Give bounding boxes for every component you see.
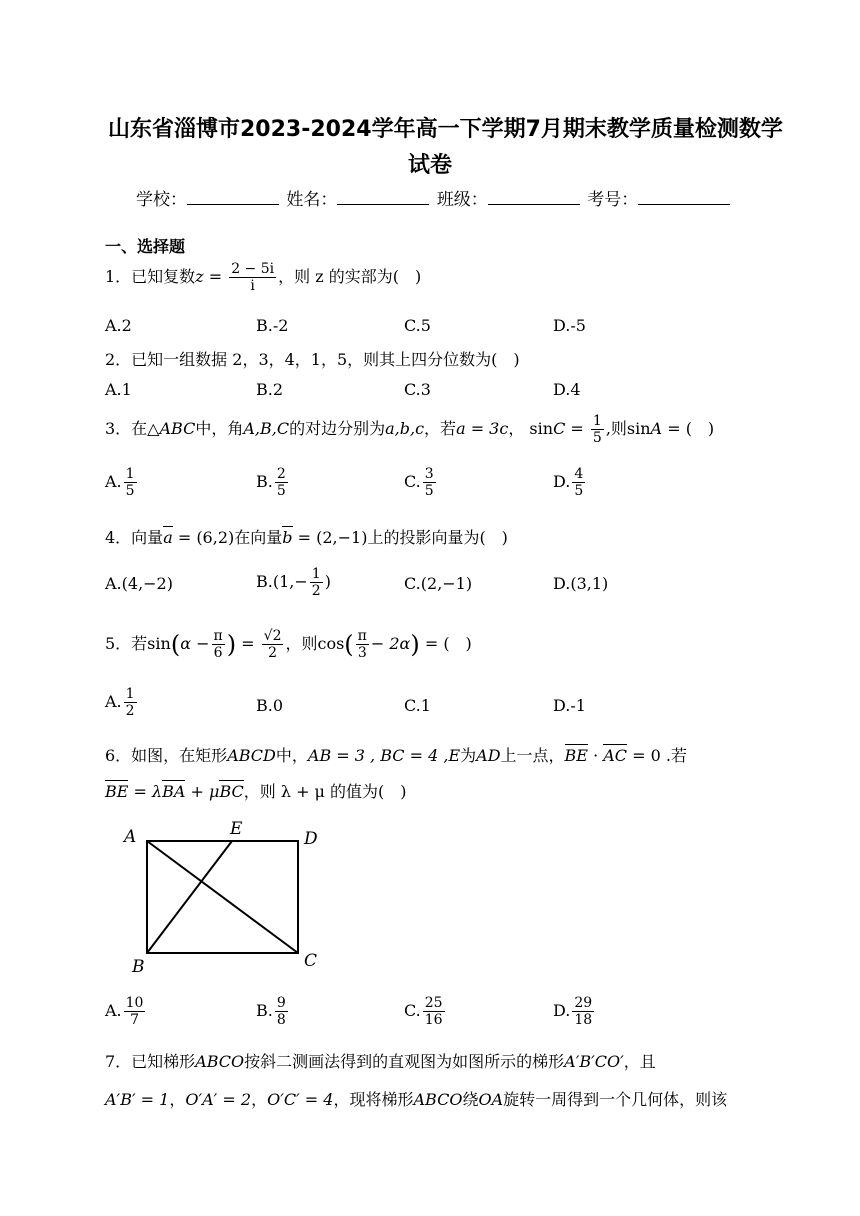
q3-c-num: 3 <box>424 466 434 482</box>
question-1 <box>105 261 421 294</box>
q7-oa: O′A′ = 2 <box>185 1090 252 1109</box>
q3-option-a <box>105 466 139 499</box>
q6-ad: AD <box>476 746 501 765</box>
q3-c-frac <box>423 466 436 499</box>
q3-b-num: 2 <box>276 466 286 482</box>
q5-t1: 5．若sin <box>105 634 171 653</box>
segment-be <box>147 841 232 953</box>
q4-vec-a: a <box>163 528 173 547</box>
q6-option-d <box>553 995 596 1028</box>
q6-t1: 6．如图，在矩形 <box>105 746 228 765</box>
q2-option-d: D.4 <box>553 380 581 399</box>
q7-s2: ， <box>251 1090 268 1109</box>
q5-a-frac <box>124 686 137 719</box>
label-d: D <box>304 829 318 849</box>
q6-t6: = 0 .若 <box>627 746 687 765</box>
q3-a-label: A. <box>105 472 122 491</box>
q4-option-b <box>256 566 331 599</box>
q3-b-den: 5 <box>276 483 286 499</box>
q1-den: i <box>250 278 255 294</box>
question-3 <box>105 413 714 446</box>
label-a: A <box>124 827 137 847</box>
class-label: 班级： <box>436 190 488 210</box>
q3-c-den: 5 <box>424 483 434 499</box>
q5-arg2-post: − 2α <box>370 634 411 653</box>
rectangle-figure <box>118 812 338 982</box>
q3-eq: = <box>565 419 589 438</box>
q4-t2: 在向量 <box>234 528 283 547</box>
page-title-line1: 山东省淄博市2023-2024学年高一下学期7月期末教学质量检测数学 <box>108 117 783 142</box>
q3-c: C <box>553 419 566 438</box>
q5-arg1-den: 6 <box>213 645 223 661</box>
q6-a-den: 7 <box>130 1012 140 1028</box>
q6-b-num: 9 <box>276 995 286 1011</box>
q4-b-label: B. <box>256 572 273 591</box>
q6-a-label: A. <box>105 1001 122 1020</box>
q5-option-b: B.0 <box>256 696 284 715</box>
q6-option-a <box>105 995 147 1028</box>
q5-lparen1: ( <box>170 630 181 659</box>
section-heading: 一、选择题 <box>105 237 186 256</box>
q6-a-frac <box>124 995 146 1028</box>
q3-a-num: 1 <box>125 466 135 482</box>
q7-t6: 旋转一周得到一个几何体，则该 <box>503 1090 728 1109</box>
label-b: B <box>132 957 145 977</box>
name-blank <box>337 190 429 205</box>
q7-ab: A′B′ = 1 <box>105 1090 170 1109</box>
q4-d-label: D. <box>553 574 571 593</box>
question-7-line1 <box>105 1049 656 1072</box>
q4-vec-b: b <box>282 528 293 547</box>
q1-suffix: ，则 z 的实部为( ) <box>278 267 422 286</box>
q3-fraction <box>591 413 604 446</box>
q3-t7: = ( ) <box>662 419 715 438</box>
q3-option-b <box>256 466 290 499</box>
q4-t1: 4．向量 <box>105 528 164 547</box>
q5-arg2-frac <box>356 628 369 661</box>
q3-t1: 3．在△ <box>105 419 160 438</box>
q3-sides: a,b,c <box>385 419 425 438</box>
q1-option-a: A.2 <box>105 316 132 335</box>
q3-a-frac <box>124 466 137 499</box>
q3-t2: 中，角 <box>195 419 244 438</box>
q3-b-label: B. <box>256 472 273 491</box>
class-blank <box>488 190 580 205</box>
q4-c-value: (2,−1) <box>420 574 473 593</box>
q6-t4: 为 <box>460 746 477 765</box>
label-e: E <box>230 819 243 839</box>
diagonal-ac <box>147 841 298 953</box>
q3-d-label: D. <box>553 472 571 491</box>
q3-a-den: 5 <box>125 483 135 499</box>
school-blank <box>187 190 279 205</box>
q5-lparen2: ( <box>344 630 354 659</box>
q2-option-c: C.3 <box>404 380 431 399</box>
q7-abco: ABCO <box>195 1052 245 1071</box>
q6-b-den: 8 <box>276 1012 286 1028</box>
q3-option-c <box>404 466 438 499</box>
q4-b-frac <box>310 566 323 599</box>
q3-d-num: 4 <box>574 466 584 482</box>
q4-b-den: 2 <box>311 583 321 599</box>
q1-var: z <box>195 267 204 286</box>
q6-c-den: 16 <box>424 1012 443 1028</box>
q4-a-value: (4,−2) <box>121 574 173 593</box>
q7-t3: ，且 <box>623 1052 656 1071</box>
q1-num: 2 − 5i <box>231 261 275 277</box>
q5-option-a <box>105 686 139 719</box>
q3-angles: A,B,C <box>243 419 290 438</box>
question-7-line2 <box>105 1087 727 1110</box>
q4-c-label: C. <box>404 574 421 593</box>
student-info-row <box>136 185 732 210</box>
question-2: 2．已知一组数据 2，3，4，1，5，则其上四分位数为( ) <box>105 350 520 369</box>
q6-plus: + μ <box>185 782 220 801</box>
q5-option-d: D.-1 <box>553 696 586 715</box>
q6-t3: AB = 3 , BC = 4 ,E <box>307 746 461 765</box>
q3-d-den: 5 <box>574 483 584 499</box>
q6-a-num: 10 <box>125 995 144 1011</box>
q2-option-a: A.1 <box>105 380 132 399</box>
q5-a-num: 1 <box>125 686 135 702</box>
q3-t4: ，若 <box>424 419 457 438</box>
q3-cond: a = 3c <box>456 419 509 438</box>
q6-d-label: D. <box>553 1001 571 1020</box>
q5-eq-num: √2 <box>263 628 282 644</box>
q6-d-num: 29 <box>574 995 593 1011</box>
question-6-line1 <box>105 743 687 766</box>
q4-t3: 上的投影向量为( ) <box>367 528 508 547</box>
q6-c-label: C. <box>404 1001 421 1020</box>
q7-t1: 7．已知梯形 <box>105 1052 196 1071</box>
q6-eq: = λ <box>128 782 163 801</box>
page-title-line2: 试卷 <box>408 153 453 178</box>
q4-d-value: (3,1) <box>570 574 609 593</box>
q3-num: 1 <box>592 413 602 429</box>
q6-t5: 上一点， <box>500 746 565 765</box>
q4-b-num: 1 <box>311 566 321 582</box>
q3-t5: ， sin <box>508 419 554 438</box>
q6-c-num: 25 <box>424 995 443 1011</box>
q5-a-den: 2 <box>125 703 135 719</box>
q4-option-c <box>404 574 472 593</box>
q3-t6: ,则sin <box>605 419 651 438</box>
q5-rparen2: ) <box>410 630 420 659</box>
q7-t5: 绕 <box>462 1090 479 1109</box>
q1-option-b: B.-2 <box>256 316 289 335</box>
q5-eq-frac <box>262 628 284 661</box>
q5-arg2-num: π <box>357 628 367 644</box>
q3-t3: 的对边分别为 <box>289 419 386 438</box>
q6-b-frac <box>275 995 288 1028</box>
q3-c-label: C. <box>404 472 421 491</box>
q6-b-label: B. <box>256 1001 273 1020</box>
q1-fraction <box>229 261 276 294</box>
q6-d-den: 18 <box>574 1012 593 1028</box>
label-c: C <box>304 951 318 971</box>
q3-b-frac <box>275 466 288 499</box>
q7-s1: ， <box>169 1090 186 1109</box>
q6-d-frac <box>572 995 594 1028</box>
q6-vec-ba: BA <box>162 782 186 801</box>
q5-t2: ，则cos <box>285 634 345 653</box>
q4-a-val: = (6,2) <box>172 528 235 547</box>
q1-prefix: 1．已知复数 <box>105 267 196 286</box>
number-label: 考号： <box>587 190 639 210</box>
q6-abcd: ABCD <box>227 746 276 765</box>
q4-b-post: ) <box>324 572 331 591</box>
q5-t3: = ( ) <box>419 634 472 653</box>
q3-a: A <box>650 419 663 438</box>
school-label: 学校： <box>136 190 187 210</box>
q6-vec-be2: BE <box>105 782 129 801</box>
q1-option-c: C.5 <box>404 316 431 335</box>
q6-vec-be: BE <box>564 746 588 765</box>
q7-t4: ，现将梯形 <box>333 1090 414 1109</box>
number-blank <box>638 190 730 205</box>
q5-a-label: A. <box>105 692 122 711</box>
question-4 <box>105 525 508 548</box>
q5-arg1-num: π <box>213 628 223 644</box>
q5-option-c: C.1 <box>404 696 431 715</box>
q5-rparen1: ) <box>226 630 237 659</box>
q1-option-d: D.-5 <box>553 316 586 335</box>
q6-c-frac <box>423 995 445 1028</box>
q2-option-b: B.2 <box>256 380 284 399</box>
q3-den: 5 <box>592 430 602 446</box>
q3-option-d <box>553 466 587 499</box>
q6-option-b <box>256 995 290 1028</box>
q4-b-val: = (2,−1) <box>292 528 368 547</box>
q4-a-label: A. <box>105 574 122 593</box>
q6-dot: · <box>587 746 604 765</box>
q3-abc: ABC <box>159 419 196 438</box>
q5-arg1-frac <box>212 628 225 661</box>
q6-option-c <box>404 995 447 1028</box>
q6-vec-ac: AC <box>603 746 628 765</box>
question-5: 5．若sin(α − $\frac{\pi}{6}$ ) = $\frac{√2}{2}$ ，则cos( $\frac{\pi}{3}$ − 2α) = ( ) <box>105 628 472 661</box>
q4-option-a <box>105 574 173 593</box>
q6-tail: ，则 λ + μ 的值为( ) <box>243 782 407 801</box>
q4-b-pre: (1,− <box>272 572 308 591</box>
q7-abco2: A′B′CO′ <box>564 1052 624 1071</box>
q3-d-frac <box>572 466 585 499</box>
q4-option-d <box>553 574 608 593</box>
q7-t2: 按斜二测画法得到的直观图为如图所示的梯形 <box>244 1052 565 1071</box>
q7-oc: O′C′ = 4 <box>267 1090 334 1109</box>
q7-axis: OA <box>478 1090 504 1109</box>
q7-abco3: ABCO <box>413 1090 463 1109</box>
q6-t2: 中， <box>275 746 308 765</box>
q5-arg1: α − <box>180 634 210 653</box>
question-6-line2 <box>105 779 407 802</box>
q5-arg2-den: 3 <box>357 645 367 661</box>
q6-vec-bc: BC <box>219 782 244 801</box>
q1-eq: = <box>203 267 228 286</box>
name-label: 姓名： <box>286 190 338 210</box>
q5-eq-den: 2 <box>268 645 278 661</box>
